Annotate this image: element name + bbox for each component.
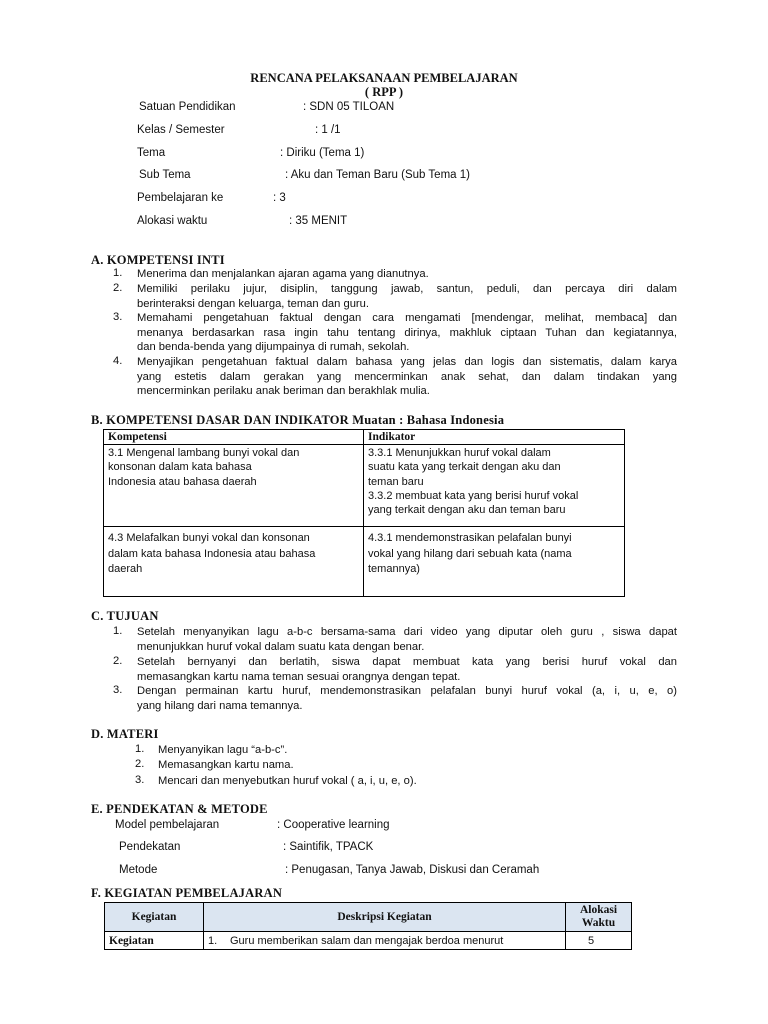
kd-line: daerah [108, 563, 143, 576]
pendekatan-value-pendekatan: : Saintifik, TPACK [283, 841, 374, 853]
ki-item-2-line: Memiliki perilaku jujur, disiplin, tanggung jawab, santun, peduli, dan percaya diri dalam [137, 283, 677, 295]
identitas-value-satuan: : SDN 05 TILOAN [303, 101, 395, 113]
kegiatan-cell-waktu: 5 [566, 932, 632, 950]
kd-cell-indikator [364, 445, 625, 527]
kd-line: Indonesia atau bahasa daerah [108, 475, 257, 488]
tujuan-item-2-line: Setelah bernyanyi dan berlatih, siswa dapat membuat kata yang berisi huruf vokal dan [137, 656, 677, 668]
tujuan-number: 1. [113, 625, 123, 637]
tujuan-item-3 [137, 684, 677, 713]
kd-header-indikator: Indikator [364, 430, 625, 445]
pendekatan-label-metode: Metode [119, 864, 158, 876]
section-heading-tujuan: C. TUJUAN [91, 609, 159, 623]
tujuan-number: 3. [113, 684, 123, 696]
kd-header-row [104, 430, 625, 445]
materi-number: 2. [135, 758, 145, 770]
kegiatan-row-number: 1. [208, 934, 218, 947]
ki-item-3-line: Memahami pengetahuan faktual dengan cara mengamati [mendengar, melihat, membaca] dan [137, 312, 677, 324]
document-subtitle: ( RPP ) [364, 85, 404, 99]
identitas-label-satuan: Satuan Pendidikan [139, 101, 236, 113]
kd-line: yang terkait dengan aku dan teman baru [368, 504, 566, 517]
ki-number: 1. [113, 267, 123, 279]
tujuan-item-3-line: yang hilang dari nama temannya. [137, 699, 303, 712]
kegiatan-row-text: Guru memberikan salam dan mengajak berdoa menurut [230, 934, 504, 947]
table-row [105, 932, 632, 950]
materi-item: Memasangkan kartu nama. [158, 759, 294, 771]
kd-line: 3.3.1 Menunjukkan huruf vokal dalam [368, 447, 551, 460]
kd-line: vokal yang hilang dari sebuah kata (nama [368, 547, 572, 560]
tujuan-item-1-line: menunjukkan huruf vokal dalam suatu kata dengan benar. [137, 640, 425, 653]
ki-item-3 [137, 311, 677, 355]
pendekatan-label-pendekatan: Pendekatan [119, 841, 181, 853]
section-heading-kompetensi-dasar: B. KOMPETENSI DASAR DAN INDIKATOR Muatan : Bahasa Indonesia [91, 413, 505, 427]
identitas-value-pembelajaran: : 3 [273, 192, 286, 204]
ki-item-3-line: menanya berdasarkan rasa ingin tahu tentang dirinya, makhluk ciptaan Tuhan dan kegiatannya, [137, 326, 677, 339]
pendekatan-value-model: : Cooperative learning [277, 819, 390, 831]
ki-number: 3. [113, 311, 123, 323]
kegiatan-cell-deskripsi [204, 932, 566, 950]
tujuan-item-2 [137, 655, 677, 684]
kd-cell-indikator [364, 527, 625, 597]
ki-item-4 [137, 355, 677, 399]
kegiatan-cell-name: Kegiatan [105, 932, 204, 950]
identitas-value-tema: : Diriku (Tema 1) [280, 147, 365, 159]
kd-line: konsonan dalam kata bahasa [108, 461, 252, 474]
identitas-label-tema: Tema [137, 147, 166, 159]
kd-header-kompetensi: Kompetensi [104, 430, 364, 445]
table-row [104, 445, 625, 527]
document-title: RENCANA PELAKSANAAN PEMBELAJARAN [250, 71, 518, 85]
kegiatan-header-deskripsi: Deskripsi Kegiatan [204, 903, 566, 932]
ki-number: 2. [113, 282, 123, 294]
kegiatan-table [104, 902, 632, 950]
identitas-label-alokasi: Alokasi waktu [137, 215, 208, 227]
tujuan-item-1 [137, 625, 677, 654]
ki-item-1 [137, 267, 677, 282]
kd-cell-kompetensi [104, 527, 364, 597]
section-heading-pendekatan: E. PENDEKATAN & METODE [91, 802, 268, 816]
kd-line: 4.3.1 mendemonstrasikan pelafalan bunyi [368, 532, 572, 545]
identitas-label-kelas: Kelas / Semester [137, 124, 225, 136]
kompetensi-dasar-table [103, 429, 625, 597]
identitas-value-alokasi: : 35 MENIT [289, 215, 348, 227]
pendekatan-value-metode: : Penugasan, Tanya Jawab, Diskusi dan Ceramah [285, 864, 540, 876]
ki-item-4-line: Menyajikan pengetahuan faktual dalam bahasa yang jelas dan logis dan sistematis, dalam karya [137, 356, 677, 368]
table-row [104, 527, 625, 597]
materi-item: Menyanyikan lagu “a-b-c”. [158, 744, 288, 756]
ki-item-3-line: dan benda-benda yang dijumpainya di rumah, sekolah. [137, 341, 410, 354]
ki-item-1-line: Menerima dan menjalankan ajaran agama yang dianutnya. [137, 268, 429, 280]
section-heading-kompetensi-inti: A. KOMPETENSI INTI [91, 253, 225, 267]
tujuan-item-2-line: memasangkan kartu nama teman sesuai orangnya dengan tepat. [137, 670, 461, 683]
pendekatan-label-model: Model pembelajaran [115, 819, 220, 831]
kegiatan-header-kegiatan: Kegiatan [105, 903, 204, 932]
kd-line: temannya) [368, 563, 420, 576]
kd-cell-kompetensi [104, 445, 364, 527]
section-heading-kegiatan: F. KEGIATAN PEMBELAJARAN [91, 886, 283, 900]
identitas-label-pembelajaran: Pembelajaran ke [137, 192, 224, 204]
section-heading-materi: D. MATERI [91, 727, 159, 741]
identitas-value-kelas: : 1 /1 [315, 124, 341, 136]
kegiatan-header-row [105, 903, 632, 932]
ki-item-2 [137, 282, 677, 311]
tujuan-number: 2. [113, 655, 123, 667]
materi-number: 1. [135, 743, 145, 755]
ki-item-4-line: yang estetis dalam gerakan yang mencerminkan anak sehat, dan dalam tindakan yang [137, 370, 677, 383]
kegiatan-header-alokasi [566, 903, 632, 932]
tujuan-item-1-line: Setelah menyanyikan lagu a-b-c bersama-sama dari video yang diputar oleh guru , siswa dapat [137, 626, 677, 638]
kd-line: teman baru [368, 475, 424, 488]
tujuan-item-3-line: Dengan permainan kartu huruf, mendemonstrasikan pelafalan bunyi huruf vokal (a, i, u, e, o) [137, 685, 677, 697]
materi-item: Mencari dan menyebutkan huruf vokal ( a, i, u, e, o). [158, 775, 417, 787]
kegiatan-header-alokasi-line1: Alokasi [579, 904, 618, 916]
kd-line: 3.1 Mengenal lambang bunyi vokal dan [108, 447, 300, 460]
materi-number: 3. [135, 774, 145, 786]
identitas-label-subtema: Sub Tema [139, 169, 191, 181]
ki-number: 4. [113, 355, 123, 367]
kd-line: dalam kata bahasa Indonesia atau bahasa [108, 547, 316, 560]
kd-line: 4.3 Melafalkan bunyi vokal dan konsonan [108, 532, 310, 545]
kegiatan-header-alokasi-line2: Waktu [581, 917, 616, 929]
kd-line: suatu kata yang terkait dengan aku dan [368, 461, 561, 474]
ki-item-4-line: mencerminkan perilaku anak beriman dan berakhlak mulia. [137, 385, 430, 398]
identitas-value-subtema: : Aku dan Teman Baru (Sub Tema 1) [285, 169, 470, 181]
kd-line: 3.3.2 membuat kata yang berisi huruf vokal [368, 489, 579, 502]
ki-item-2-line: berinteraksi dengan keluarga, teman dan guru. [137, 297, 369, 310]
